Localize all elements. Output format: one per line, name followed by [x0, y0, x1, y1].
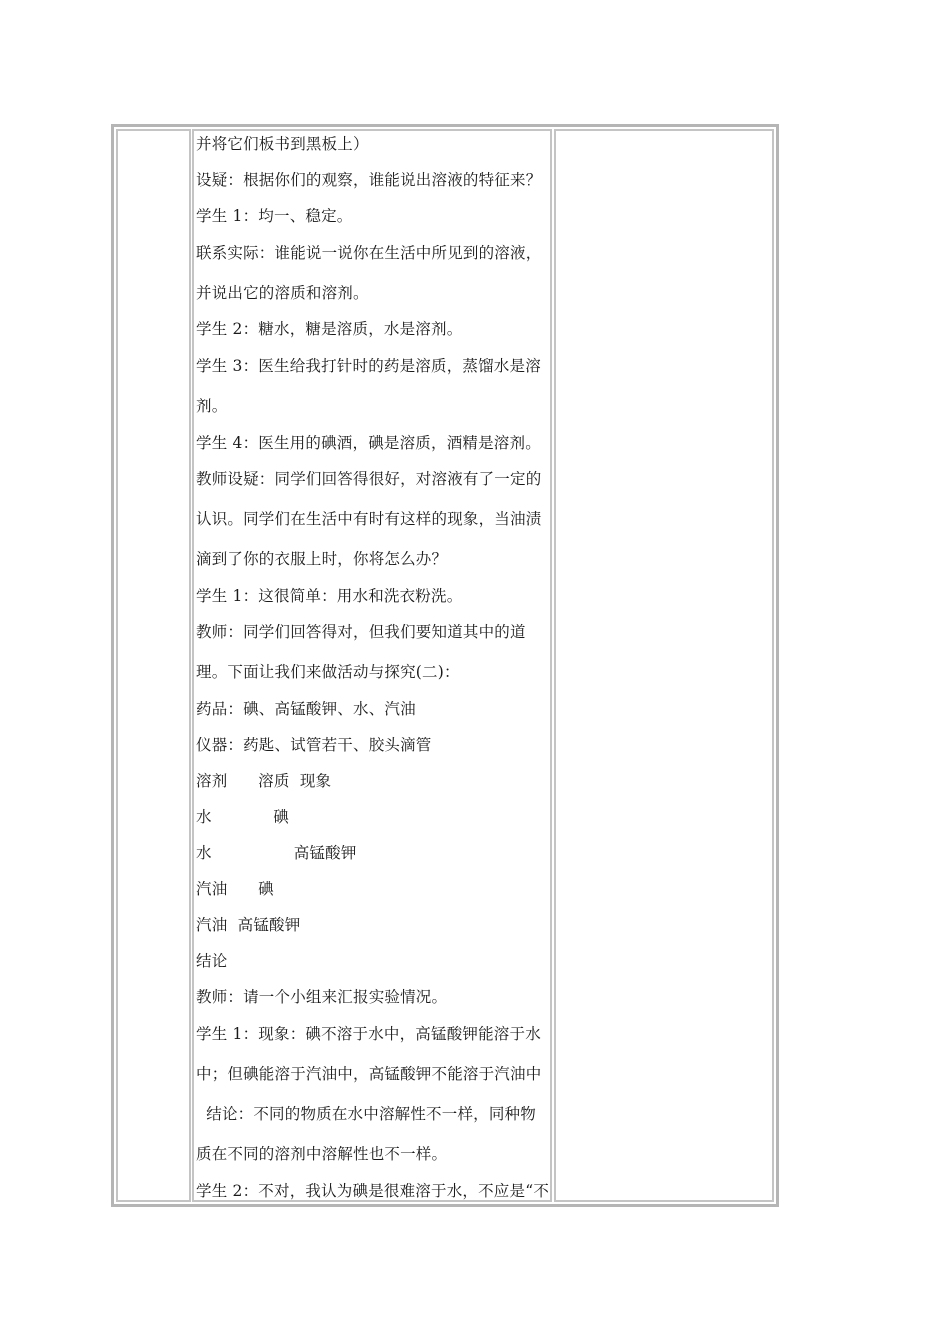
- left-column-cell: [116, 129, 191, 1202]
- text-line: 学生 1：均一、稳定。: [196, 207, 353, 225]
- right-column-cell: [554, 129, 774, 1202]
- text-line: 水 高锰酸钾: [196, 844, 357, 862]
- text-line: 理。下面让我们来做活动与探究(二)：: [196, 663, 460, 681]
- text-line: 中；但碘能溶于汽油中，高锰酸钾不能溶于汽油中: [196, 1065, 542, 1083]
- text-line: 学生 4：医生用的碘酒，碘是溶质，酒精是溶剂。: [196, 434, 541, 452]
- text-line: 学生 3：医生给我打针时的药是溶质，蒸馏水是溶: [196, 357, 541, 375]
- text-line: 学生 2：不对，我认为碘是很难溶于水，不应是“不: [196, 1182, 550, 1200]
- text-line: 并说出它的溶质和溶剂。: [196, 284, 369, 302]
- text-line: 剂。: [196, 397, 228, 415]
- text-line: 教师：同学们回答得对，但我们要知道其中的道: [196, 623, 526, 641]
- text-line: 学生 1：这很简单：用水和洗衣粉洗。: [196, 587, 463, 605]
- text-line: 结论：不同的物质在水中溶解性不一样，同种物: [196, 1105, 536, 1123]
- text-line: 并将它们板书到黑板上）: [196, 135, 369, 153]
- teaching-process-cell: [192, 129, 552, 1202]
- text-line: 学生 2：糖水，糖是溶质，水是溶剂。: [196, 320, 463, 338]
- text-line: 溶剂 溶质 现象: [196, 772, 332, 790]
- text-line: 教师：请一个小组来汇报实验情况。: [196, 988, 448, 1006]
- text-line: 水 碘: [196, 808, 289, 826]
- text-line: 仪器：药匙、试管若干、胶头滴管: [196, 736, 432, 754]
- text-line: 认识。同学们在生活中有时有这样的现象，当油渍: [196, 510, 542, 528]
- text-line: 学生 1：现象：碘不溶于水中，高锰酸钾能溶于水: [196, 1025, 541, 1043]
- lesson-plan-table: [111, 124, 779, 1207]
- text-line: 结论: [196, 952, 228, 970]
- text-line: 设疑：根据你们的观察，谁能说出溶液的特征来？: [196, 171, 542, 189]
- text-line: 质在不同的溶剂中溶解性也不一样。: [196, 1145, 448, 1163]
- text-line: 汽油 碘: [196, 880, 274, 898]
- text-line: 汽油 高锰酸钾: [196, 916, 301, 934]
- text-line: 滴到了你的衣服上时，你将怎么办？: [196, 550, 448, 568]
- text-line: 药品：碘、高锰酸钾、水、汽油: [196, 700, 416, 718]
- text-line: 联系实际：谁能说一说你在生活中所见到的溶液，: [196, 244, 542, 262]
- text-line: 教师设疑：同学们回答得很好，对溶液有了一定的: [196, 470, 542, 488]
